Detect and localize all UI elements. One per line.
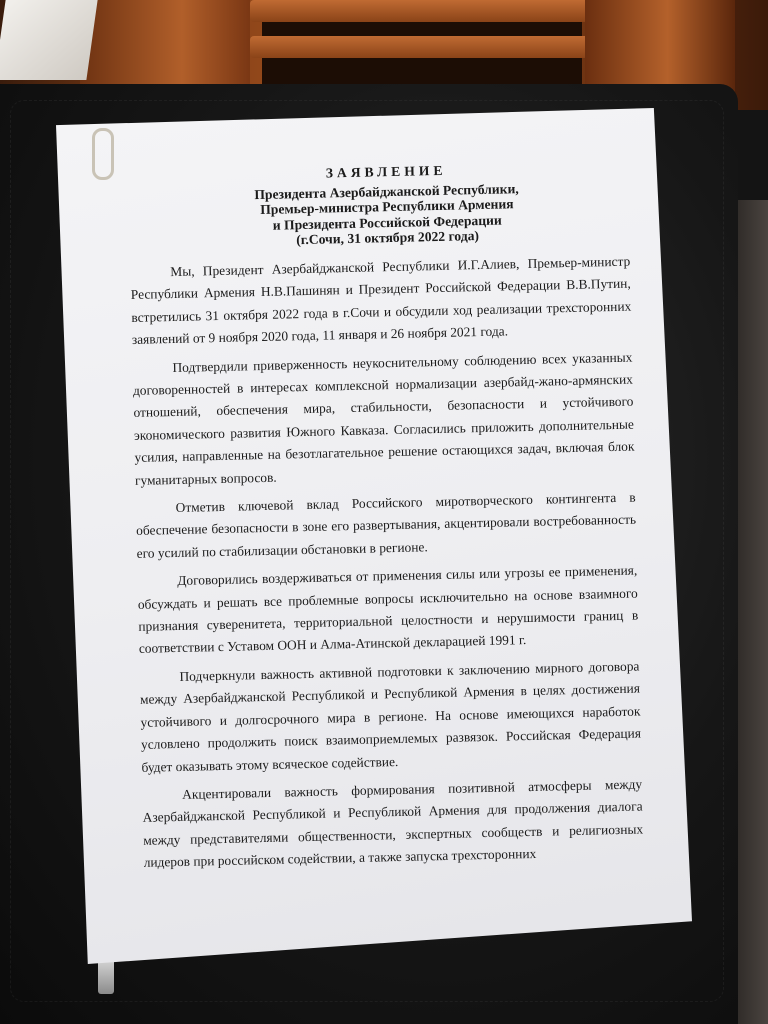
paragraph: Акцентировали важность формирования позитивной атмосферы между Азербайджанской Республикой и Республикой Армения для продолжения диалога между представителями общественности, экспертных сообществ и религиозных лидеров при российском содействии, а также запуска трехсторонних	[142, 776, 644, 870]
chair-gap	[262, 58, 582, 86]
paragraph: Мы, Президент Азербайджанской Республики И.Г.Алиев, Премьер-министр Республики Армения Н.В.Пашинян и Президент Российской Федерации В.В.Путин, встретились 31 октября 2022 года в г.Сочи и обсудили ход реализации трехсторонних заявлений от 9 ноября 2020 года, 11 января и 26 ноября 2021 года.	[130, 253, 632, 348]
document-text	[128, 159, 644, 881]
paperclip-icon	[92, 128, 114, 180]
subtitle-line: (г.Сочи, 31 октября 2022 года)	[296, 228, 480, 248]
document-title: ЗАЯВЛЕНИЕ	[325, 162, 447, 181]
subtitle-line: Премьер-министра Республики Армения	[260, 196, 514, 218]
chair-slat	[250, 0, 590, 22]
paragraph: Подчеркнули важность активной подготовки к заключению мирного договора между Азербайджанской Республикой и Республикой Армения в целях достижения устойчивого и долгосрочного мира в регионе. На основе имеющихся наработок условлено продолжить поиск взаимоприемлемых развязок. Российская Федерация будет оказывать этому всяческое содействие.	[139, 658, 642, 775]
zipper-pull-icon	[98, 958, 114, 994]
white-cloth	[0, 0, 98, 80]
paragraph: Отметив ключевой вклад Российского миротворческого контингента в обеспечение безопасности в зоне его развертывания, акцентировали востребованность его усилий по стабилизации обстановки в регионе.	[136, 489, 637, 561]
paragraph: Договорились воздерживаться от применения силы или угрозы ее применения, обсуждать и решать все проблемные вопросы исключительно на основе взаимного признания суверенитета, территориальной целостности и нерушимости границ в соответствии с Уставом ООН и Алма-Атинской декларацией 1991 г.	[137, 562, 639, 657]
paragraph: Подтвердили приверженность неукоснительному соблюдению всех указанных договоренностей в интересах комплексной нормализации азербайд-жано-армянских отношений, обеспечения мира, стабильности, безопасности и устойчивого экономического развития Южного Кавказа. Согласились приложить дополнительные усилия, направленные на безотлагательное решение остающихся задач, включая блок гуманитарных вопросов.	[132, 349, 635, 488]
subtitle-line: Президента Азербайджанской Республики,	[254, 180, 519, 202]
chair-slat	[250, 36, 590, 58]
subtitle-line: и Президента Российской Федерации	[272, 212, 502, 233]
document-heading	[144, 159, 630, 252]
